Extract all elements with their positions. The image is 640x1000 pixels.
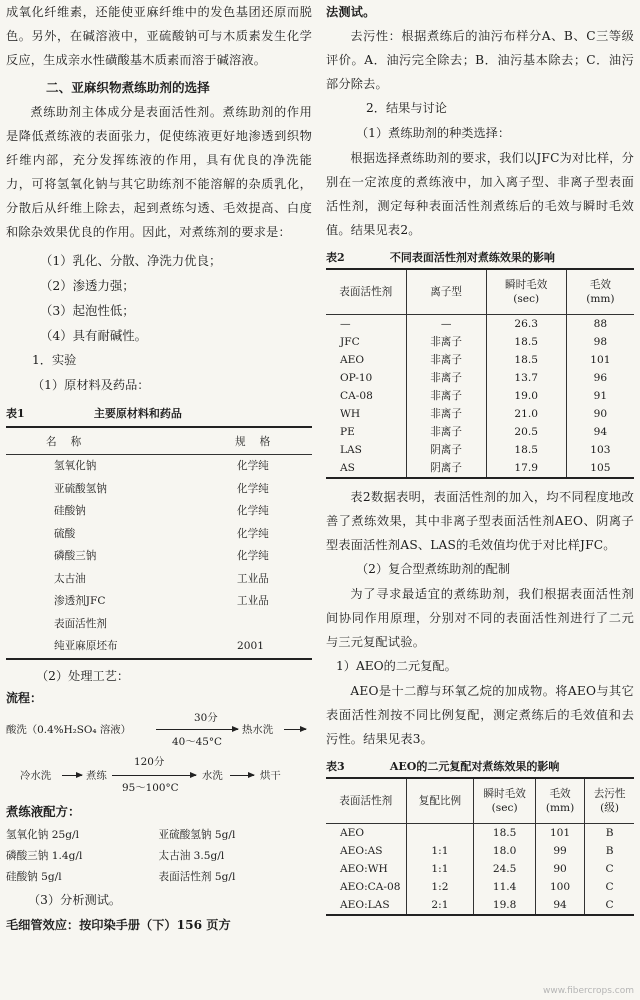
table-cell: 94 <box>566 423 634 441</box>
table1-header-spec: 规格 <box>195 427 312 455</box>
table-cell: 11.4 <box>474 878 536 896</box>
table-row <box>326 387 634 405</box>
stain-paragraph: 去污性：根据煮练后的油污布样分A、B、C三等级评价。A．油污完全除去；B．油污基本除去；C．油污部分除去。 <box>326 29 634 91</box>
table3-header: 瞬时毛效 (sec) <box>474 778 536 824</box>
table-cell: 26.3 <box>486 315 566 334</box>
table-cell: 渗透剂JFC <box>54 595 106 607</box>
flow-temp-2: 95～100°C <box>122 781 179 794</box>
experiment-title: 1．实验 <box>32 353 77 367</box>
table-cell: 非离子 <box>406 387 486 405</box>
table-cell: 化学纯 <box>237 505 269 517</box>
table-cell: 1:2 <box>406 878 474 896</box>
table2-title: 不同表面活性剂对煮练效果的影响 <box>389 251 555 264</box>
table-row <box>326 423 634 441</box>
table-row <box>6 478 312 501</box>
results-title: 2．结果与讨论 <box>366 101 447 115</box>
table-cell: 太古油 3.5g/l <box>158 849 225 862</box>
table-cell: 2:1 <box>406 896 474 915</box>
aeo-paragraph: AEO是十二醇与环氧乙烷的加成物。将AEO与其它表面活性剂按不同比例复配，测定煮练后的毛效值和去污性。结果见表3。 <box>326 684 634 746</box>
table-cell: 98 <box>566 333 634 351</box>
table-cell: CA-08 <box>340 390 373 402</box>
table1 <box>6 426 312 660</box>
table-row <box>326 405 634 423</box>
table-cell: 105 <box>566 459 634 478</box>
table3-number: 表3 <box>326 760 345 773</box>
table3-caption <box>326 757 634 777</box>
table-row <box>6 568 312 591</box>
table-cell: AEO <box>340 827 365 839</box>
table-cell: 磷酸三钠 1.4g/l <box>6 849 83 862</box>
flow-time-1: 30分 <box>194 711 218 724</box>
requirement-item: （4）具有耐碱性。 <box>40 328 148 343</box>
table-cell: AEO:WH <box>340 863 388 875</box>
table-cell: 太古油 <box>54 572 86 585</box>
table-row <box>6 635 312 659</box>
table-cell: 非离子 <box>406 405 486 423</box>
flow-arrow-5 <box>230 775 254 776</box>
watermark: www.fibercrops.com <box>543 986 634 996</box>
table-cell: 工业品 <box>237 572 269 585</box>
table-cell: 表面活性剂 5g/l <box>158 870 236 883</box>
table-cell: 非离子 <box>406 333 486 351</box>
table-cell: 88 <box>566 315 634 334</box>
table-cell: 18.5 <box>474 824 536 843</box>
section-2-title: 二、亚麻织物煮练助剂的选择 <box>46 80 210 95</box>
flow-step-cold-wash: 冷水洗 <box>20 769 52 782</box>
table-cell: 94 <box>535 896 584 915</box>
table-cell: 18.5 <box>486 441 566 459</box>
flow-step-dry: 烘干 <box>260 769 281 782</box>
table-cell: 18.0 <box>474 842 536 860</box>
table-cell: 101 <box>535 824 584 843</box>
table-cell: 13.7 <box>486 369 566 387</box>
flow-step-acid-wash: 酸洗（0.4%H₂SO₄ 溶液） <box>6 723 132 736</box>
flow-arrow-4 <box>112 775 196 776</box>
table-row <box>6 867 312 888</box>
table1-header-name: 名称 <box>6 427 195 455</box>
left-column <box>6 0 312 937</box>
table-cell: 17.9 <box>486 459 566 478</box>
table-cell: AEO:CA-08 <box>340 881 401 893</box>
materials-subtitle: （1）原材料及药品： <box>32 378 150 392</box>
table-cell: 99 <box>535 842 584 860</box>
intro-paragraph: 成氧化纤维素，还能使亚麻纤维中的发色基团还原而脱色。另外，在碱溶液中，亚硫酸钠可与木质素发生化学反应，生成亲水性磺酸基木质素而溶于碱溶液。 <box>6 5 312 67</box>
table-cell: 硅酸钠 5g/l <box>6 870 62 883</box>
table-header-row <box>6 427 312 455</box>
table-cell: 20.5 <box>486 423 566 441</box>
requirement-item: （1）乳化、分散、净洗力优良； <box>40 253 222 268</box>
table-cell: 非离子 <box>406 351 486 369</box>
process-subtitle: （2）处理工艺： <box>36 668 130 683</box>
table-cell <box>406 824 474 843</box>
table2-number: 表2 <box>326 251 345 264</box>
table-row <box>326 333 634 351</box>
table2-header: 离子型 <box>406 269 486 315</box>
table-cell: 亚硫酸氢钠 5g/l <box>158 828 236 841</box>
table2-caption <box>326 248 634 268</box>
table-cell: 化学纯 <box>237 527 269 540</box>
table3-title: AEO的二元复配对煮练效果的影响 <box>389 760 560 773</box>
table-cell: C <box>585 896 634 915</box>
table-cell: 1:1 <box>406 860 474 878</box>
results-sub2: （2）复合型煮练助剂的配制 <box>356 562 511 576</box>
table-cell: 90 <box>566 405 634 423</box>
table-cell: 103 <box>566 441 634 459</box>
table-cell: 磷酸三钠 <box>54 550 97 562</box>
table2-header: 瞬时毛效 (sec) <box>486 269 566 315</box>
table-cell: 氢氧化钠 <box>54 460 97 472</box>
method-end: 法测试。 <box>326 5 376 19</box>
table-cell: 亚硫酸氢钠 <box>54 482 107 495</box>
flow-time-2: 120分 <box>134 755 165 768</box>
table-cell: 18.5 <box>486 333 566 351</box>
table3-header: 去污性 (级) <box>585 778 634 824</box>
table-row <box>6 613 312 636</box>
table2 <box>326 268 634 479</box>
table-cell: C <box>585 860 634 878</box>
table-cell: PE <box>340 426 355 438</box>
table-row <box>326 896 634 915</box>
flow-arrow-1 <box>156 729 238 730</box>
table-cell: 化学纯 <box>237 550 269 562</box>
table-cell: B <box>585 824 634 843</box>
table-row <box>6 825 312 846</box>
table-row <box>326 441 634 459</box>
right-column <box>326 0 634 916</box>
table-cell: 工业品 <box>237 595 269 607</box>
table-row <box>6 590 312 613</box>
requirement-item: （2）渗透力强； <box>40 278 135 293</box>
table-row <box>326 842 634 860</box>
table-row <box>326 824 634 843</box>
table-cell: OP-10 <box>340 372 373 384</box>
table2-header: 表面活性剂 <box>326 269 406 315</box>
aeo-title: 1）AEO的二元复配。 <box>336 659 457 673</box>
table3-header: 毛效 (mm) <box>535 778 584 824</box>
table2-discussion: 表2数据表明，表面活性剂的加入，均不同程度地改善了煮练效果，其中非离子型表面活性剂AEO、阴离子型表面活性剂AS、LAS的毛效值均优于对比样JFC。 <box>326 490 634 552</box>
capillary-text: 毛细管效应：按印染手册（下）156 页方 <box>6 917 231 932</box>
table-cell: AEO:LAS <box>340 899 390 911</box>
flow-label: 流程： <box>6 690 43 705</box>
table-row <box>6 846 312 867</box>
table-cell: 90 <box>535 860 584 878</box>
recipe-table <box>6 825 312 888</box>
table-cell: 氢氧化钠 25g/l <box>6 828 79 841</box>
table2-header: 毛效 (mm) <box>566 269 634 315</box>
table3 <box>326 777 634 916</box>
table1-title: 主要原材料和药品 <box>93 407 182 420</box>
choice-paragraph: 根据选择煮练助剂的要求，我们以JFC为对比样，分别在一定浓度的煮练液中，加入离子型、非离子型表面活性剂，测定每种表面活性剂煮练后的毛效与瞬时毛效值。结果见表2。 <box>326 151 634 237</box>
requirement-item: （3）起泡性低； <box>40 303 135 318</box>
table-cell: WH <box>340 408 361 420</box>
table-cell: 非离子 <box>406 423 486 441</box>
table-cell: 非离子 <box>406 369 486 387</box>
table-cell: 阴离子 <box>406 459 486 478</box>
requirements-list <box>6 248 312 348</box>
table-header-row <box>326 778 634 824</box>
table-row <box>326 459 634 478</box>
flow-step-rinse: 水洗 <box>202 769 223 782</box>
recipe-title: 煮练液配方： <box>6 803 81 819</box>
table-row <box>6 500 312 523</box>
table1-number: 表1 <box>6 407 25 420</box>
table-row <box>326 351 634 369</box>
flow-arrow-3 <box>62 775 82 776</box>
flow-step-scour: 煮练 <box>86 769 107 782</box>
table-cell: 化学纯 <box>237 460 269 472</box>
table-cell: 2001 <box>237 640 264 652</box>
table-row <box>6 455 312 478</box>
table-cell: 24.5 <box>474 860 536 878</box>
table3-header: 复配比例 <box>406 778 474 824</box>
table-row <box>326 315 634 334</box>
table-cell: 19.8 <box>474 896 536 915</box>
flow-step-hot-wash: 热水洗 <box>242 723 274 736</box>
table3-header: 表面活性剂 <box>326 778 406 824</box>
table-cell: 96 <box>566 369 634 387</box>
process-flow-diagram <box>6 689 312 793</box>
table-cell: — <box>340 318 351 330</box>
compound-paragraph: 为了寻求最适宜的煮练助剂，我们根据表面活性剂间协同作用原理，分别对不同的表面活性剂进行了二元与三元复配试验。 <box>326 587 634 649</box>
flow-temp-1: 40～45°C <box>172 735 222 748</box>
table-cell: 纯亚麻原坯布 <box>54 640 118 652</box>
table-cell <box>195 613 312 636</box>
analysis-subtitle: （3）分析测试。 <box>28 892 122 907</box>
table-cell: C <box>585 878 634 896</box>
section-2-paragraph: 煮练助剂主体成分是表面活性剂。煮练助剂的作用是降低煮练液的表面张力，促使练液更好地渗透到织物纤维内部，充分发挥练液的作用，具有优良的净洗能力，可将氢氧化钠与其它助练剂不能溶解的杂质乳化，分散后从纤维上除去，起到煮练匀透、毛效提高、白度和除杂效果优良的作用。因此，对煮练剂的要求是： <box>6 105 312 239</box>
table-cell: 91 <box>566 387 634 405</box>
table-cell: 21.0 <box>486 405 566 423</box>
table-row <box>6 545 312 568</box>
table-cell: AEO:AS <box>340 845 383 857</box>
table-cell: 表面活性剂 <box>54 617 107 630</box>
table-cell: 19.0 <box>486 387 566 405</box>
results-sub1: （1）煮练助剂的种类选择： <box>356 126 511 140</box>
table-row <box>326 860 634 878</box>
table-cell: 硫酸 <box>54 527 76 540</box>
table-cell: 101 <box>566 351 634 369</box>
table-cell: 硅酸钠 <box>54 505 86 517</box>
table-row <box>326 369 634 387</box>
table-cell: AS <box>340 462 355 474</box>
table-cell: JFC <box>340 336 360 348</box>
table-row <box>6 523 312 546</box>
table-cell: AEO <box>340 354 365 366</box>
table-cell: B <box>585 842 634 860</box>
table-cell: — <box>406 315 486 334</box>
table1-caption <box>6 404 312 424</box>
table-cell: 100 <box>535 878 584 896</box>
table-cell: 阴离子 <box>406 441 486 459</box>
table-row <box>326 878 634 896</box>
table-cell: 1:1 <box>406 842 474 860</box>
table-header-row <box>326 269 634 315</box>
table-cell: 化学纯 <box>237 482 269 495</box>
flow-arrow-2 <box>284 729 306 730</box>
table-cell: 18.5 <box>486 351 566 369</box>
table-cell: LAS <box>340 444 362 456</box>
